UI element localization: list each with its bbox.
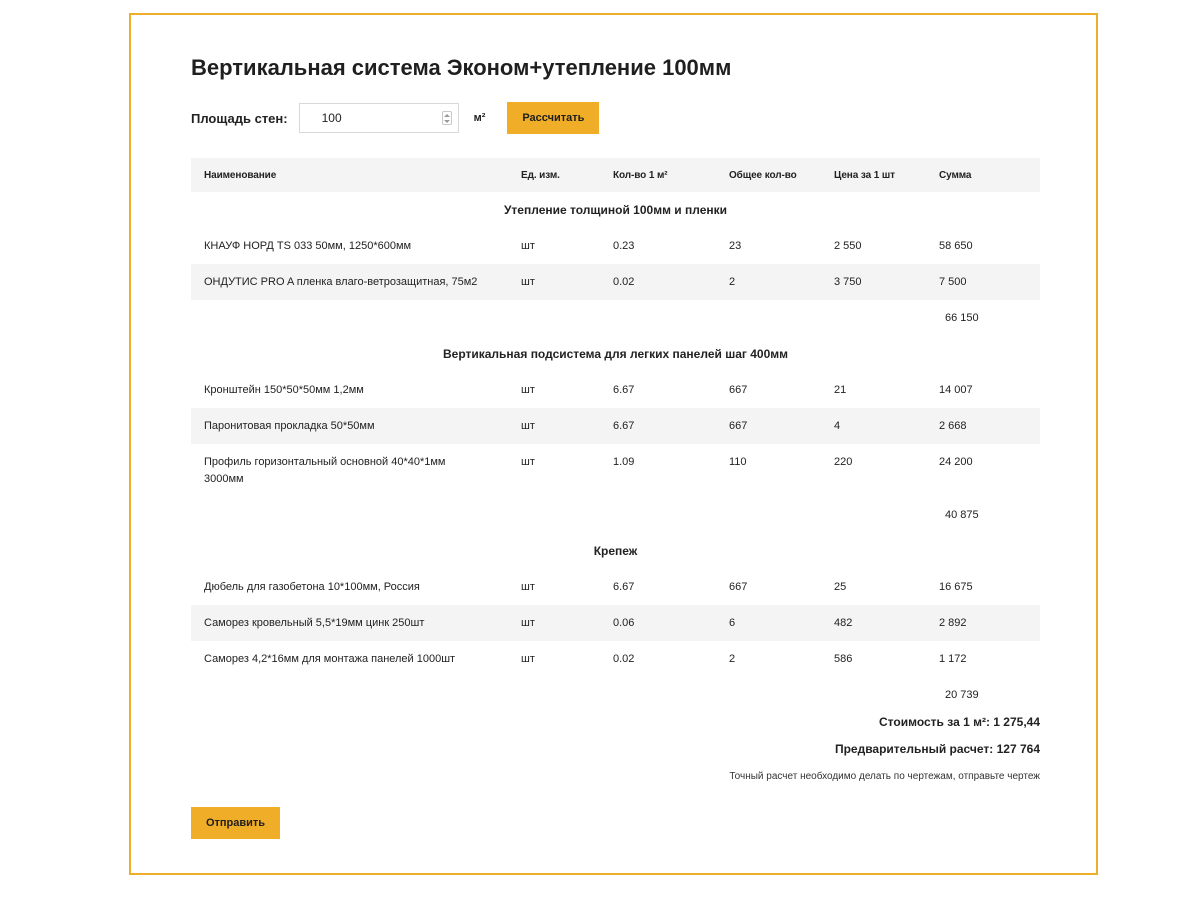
- cell-qty-per-m2: 6.67: [613, 420, 635, 432]
- cell-unit: шт: [521, 240, 535, 252]
- cell-sum: 1 172: [939, 653, 967, 665]
- header-unit: Ед. изм.: [521, 169, 560, 181]
- cell-sum: 2 668: [939, 420, 967, 432]
- cell-unit: шт: [521, 617, 535, 629]
- subtotal-value: 66 150: [945, 312, 979, 324]
- cell-unit: шт: [521, 653, 535, 665]
- spinner-down-icon[interactable]: [444, 120, 450, 123]
- cell-price: 21: [834, 384, 847, 396]
- cell-qty-per-m2: 0.23: [613, 240, 635, 252]
- header-total-qty: Общее кол-во: [729, 169, 797, 181]
- table-row: [191, 444, 1040, 497]
- page-title: Вертикальная система Эконом+утепление 100мм: [191, 55, 732, 80]
- cell-sum: 14 007: [939, 384, 973, 396]
- cell-qty-per-m2: 1.09: [613, 456, 635, 468]
- cell-name: Кронштейн 150*50*50мм 1,2мм: [204, 384, 364, 396]
- drawing-note: Точный расчет необходимо делать по чертежам, отправьте чертеж: [729, 771, 1040, 782]
- table-row: [191, 569, 1040, 605]
- cell-unit: шт: [521, 384, 535, 396]
- cell-sum: 16 675: [939, 581, 973, 593]
- section-subtotal: [191, 300, 1040, 336]
- calculate-button[interactable]: Рассчитать: [507, 102, 599, 134]
- cell-price: 2 550: [834, 240, 862, 252]
- cell-total-qty: 667: [729, 384, 748, 396]
- table-row: [191, 605, 1040, 641]
- cell-price: 4: [834, 420, 841, 432]
- table-row: [191, 228, 1040, 264]
- subtotal-value: 40 875: [945, 509, 979, 521]
- table-row: [191, 264, 1040, 300]
- cell-name: КНАУФ НОРД TS 033 50мм, 1250*600мм: [204, 240, 412, 252]
- cell-unit: шт: [521, 581, 535, 593]
- table-row: [191, 641, 1040, 677]
- section-title: Утепление толщиной 100мм и пленки: [503, 203, 728, 217]
- cell-total-qty: 667: [729, 420, 748, 432]
- cell-price: 586: [834, 653, 853, 665]
- number-spinner-icon[interactable]: [442, 111, 452, 125]
- cell-sum: 2 892: [939, 617, 967, 629]
- cell-unit: шт: [521, 276, 535, 288]
- cell-name: Саморез кровельный 5,5*19мм цинк 250шт: [204, 617, 425, 629]
- cell-qty-per-m2: 6.67: [613, 581, 635, 593]
- cell-total-qty: 667: [729, 581, 748, 593]
- table-header: [191, 158, 1040, 192]
- send-button[interactable]: Отправить: [191, 807, 280, 839]
- cell-qty-per-m2: 0.06: [613, 617, 635, 629]
- cell-total-qty: 110: [729, 456, 747, 468]
- area-unit: м²: [473, 112, 486, 124]
- subtotal-value: 20 739: [945, 689, 979, 701]
- cell-name: Профиль горизонтальный основной 40*40*1мм 3000мм: [204, 456, 446, 485]
- cell-price: 3 750: [834, 276, 862, 288]
- calculator-panel: [129, 13, 1098, 875]
- area-form: [191, 102, 599, 134]
- cell-total-qty: 23: [729, 240, 742, 252]
- cell-unit: шт: [521, 456, 535, 468]
- price-per-m2: Стоимость за 1 м²: 1 275,44: [879, 715, 1040, 729]
- cell-name: Дюбель для газобетона 10*100мм, Россия: [204, 581, 420, 593]
- header-qty-per-m2: Кол-во 1 м²: [613, 169, 668, 181]
- cell-price: 25: [834, 581, 847, 593]
- header-price: Цена за 1 шт: [834, 169, 895, 181]
- area-input[interactable]: [322, 111, 432, 125]
- header-sum: Сумма: [939, 169, 972, 181]
- section-subtotal: [191, 497, 1040, 533]
- section-title: Крепеж: [593, 544, 638, 558]
- preliminary-estimate: Предварительный расчет: 127 764: [834, 742, 1040, 756]
- spinner-up-icon[interactable]: [444, 114, 450, 117]
- cell-total-qty: 6: [729, 617, 736, 629]
- cell-sum: 58 650: [939, 240, 973, 252]
- cell-sum: 7 500: [939, 276, 967, 288]
- table-row: [191, 372, 1040, 408]
- materials-table: [191, 158, 1040, 713]
- section-subtotal: [191, 677, 1040, 713]
- cell-price: 220: [834, 456, 853, 468]
- cell-price: 482: [834, 617, 853, 629]
- cell-name: ОНДУТИС PRO A пленка влаго-ветрозащитная, 75м2: [204, 276, 478, 288]
- cell-total-qty: 2: [729, 653, 736, 665]
- cell-name: Саморез 4,2*16мм для монтажа панелей 1000шт: [204, 653, 456, 665]
- cell-qty-per-m2: 6.67: [613, 384, 635, 396]
- cell-name: Паронитовая прокладка 50*50мм: [204, 420, 375, 432]
- area-input-box[interactable]: [299, 103, 459, 133]
- cell-sum: 24 200: [939, 456, 973, 468]
- cell-qty-per-m2: 0.02: [613, 276, 635, 288]
- area-label: Площадь стен:: [191, 110, 288, 126]
- cell-qty-per-m2: 0.02: [613, 653, 635, 665]
- section-title: Вертикальная подсистема для легких панелей шаг 400мм: [442, 347, 788, 361]
- header-name: Наименование: [204, 169, 277, 181]
- cell-unit: шт: [521, 420, 535, 432]
- table-row: [191, 408, 1040, 444]
- cell-total-qty: 2: [729, 276, 736, 288]
